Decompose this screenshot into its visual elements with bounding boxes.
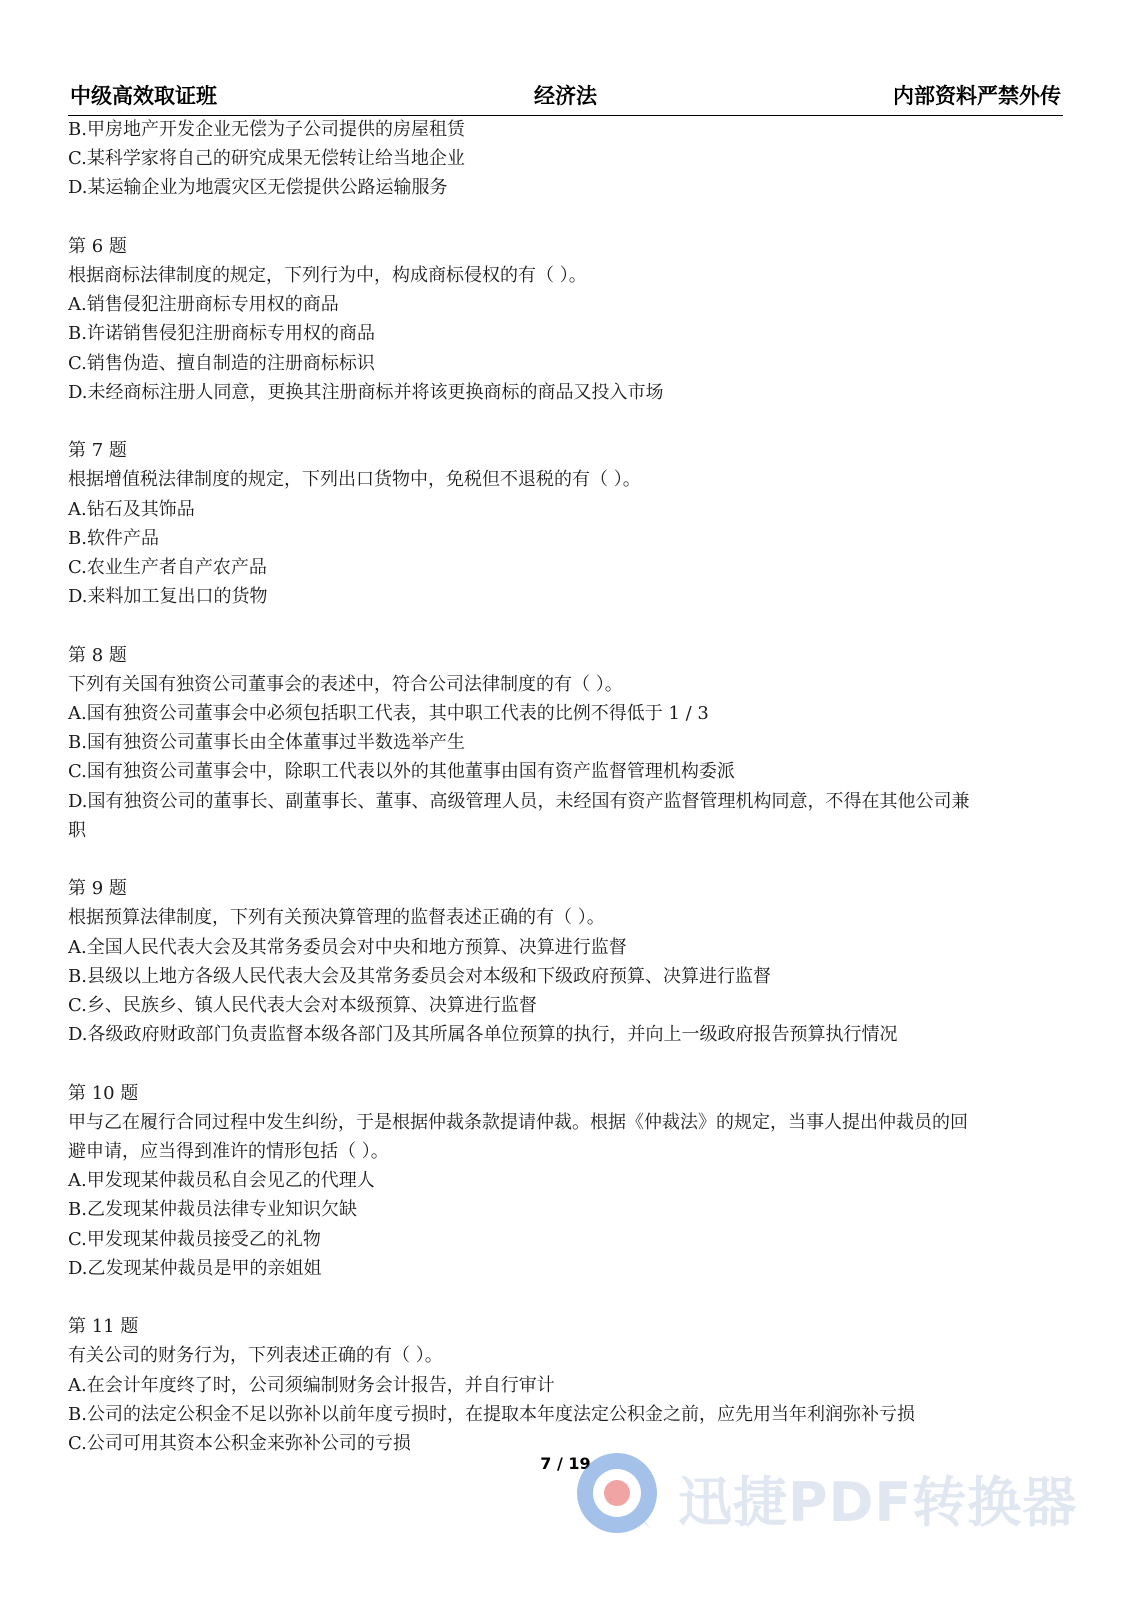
question-stem: 避申请，应当得到准许的情形包括（ ）。 bbox=[68, 1141, 389, 1163]
option-line: C.销售伪造、擅自制造的注册商标标识 bbox=[68, 352, 375, 374]
question-stem: 根据预算法律制度，下列有关预决算管理的监督表述正确的有（ ）。 bbox=[68, 907, 605, 929]
option-line: C.公司可用其资本公积金来弥补公司的亏损 bbox=[68, 1433, 411, 1455]
option-line: 职 bbox=[68, 819, 86, 841]
option-line: B.许诺销售侵犯注册商标专用权的商品 bbox=[68, 323, 375, 345]
watermark bbox=[574, 1446, 1094, 1546]
question-7 bbox=[68, 436, 1066, 611]
option-line: D.乙发现某仲裁员是甲的亲姐姐 bbox=[68, 1257, 322, 1279]
option-line: A.甲发现某仲裁员私自会见乙的代理人 bbox=[68, 1170, 375, 1192]
watermark-text: 迅捷PDF转换器 bbox=[678, 1471, 1078, 1534]
question-number: 第 11 题 bbox=[68, 1316, 139, 1338]
option-line: C.乡、民族乡、镇人民代表大会对本级预算、决算进行监督 bbox=[68, 995, 537, 1017]
option-line: C.甲发现某仲裁员接受乙的礼物 bbox=[68, 1228, 321, 1250]
header-subject: 经济法 bbox=[534, 84, 597, 108]
option-line: B.国有独资公司董事长由全体董事过半数选举产生 bbox=[68, 732, 465, 754]
option-line: C.国有独资公司董事会中，除职工代表以外的其他董事由国有资产监督管理机构委派 bbox=[68, 761, 735, 783]
question-9 bbox=[68, 874, 1066, 1049]
question-6 bbox=[68, 232, 1066, 407]
page-number: 7 / 19 bbox=[540, 1454, 591, 1473]
question-stem: 根据增值税法律制度的规定，下列出口货物中，免税但不退税的有（ ）。 bbox=[68, 469, 641, 491]
option-line: D.各级政府财政部门负责监督本级各部门及其所属各单位预算的执行，并向上一级政府报告预算执行情况 bbox=[68, 1024, 898, 1046]
option-line: B.甲房地产开发企业无偿为子公司提供的房屋租赁 bbox=[68, 119, 465, 140]
header-course-title: 中级高效取证班 bbox=[70, 84, 217, 108]
option-line: B.公司的法定公积金不足以弥补以前年度亏损时，在提取本年度法定公积金之前，应先用当年利润弥补亏损 bbox=[68, 1403, 915, 1425]
question-number: 第 8 题 bbox=[68, 644, 127, 666]
option-line: A.钻石及其饰品 bbox=[68, 498, 195, 520]
option-line: A.国有独资公司董事会中必须包括职工代表，其中职工代表的比例不得低于 1 / 3 bbox=[68, 703, 709, 725]
question-number: 第 6 题 bbox=[68, 235, 127, 257]
question-11 bbox=[68, 1312, 1066, 1458]
option-line: A.全国人民代表大会及其常务委员会对中央和地方预算、决算进行监督 bbox=[68, 936, 627, 958]
option-line: B.软件产品 bbox=[68, 527, 159, 549]
xunjie-logo-icon bbox=[574, 1450, 660, 1536]
question-stem: 有关公司的财务行为，下列表述正确的有（ ）。 bbox=[68, 1345, 443, 1367]
question-number: 第 9 题 bbox=[68, 878, 127, 900]
question-8 bbox=[68, 641, 1066, 845]
page-header bbox=[68, 80, 1063, 114]
option-line: B.县级以上地方各级人民代表大会及其常务委员会对本级和下级政府预算、决算进行监督 bbox=[68, 965, 771, 987]
option-line: C.农业生产者自产农产品 bbox=[68, 557, 267, 579]
option-line: C.某科学家将自己的研究成果无偿转让给当地企业 bbox=[68, 148, 465, 170]
page-content bbox=[68, 115, 1066, 1458]
option-line: A.在会计年度终了时，公司须编制财务会计报告，并自行审计 bbox=[68, 1374, 555, 1396]
option-line: D.未经商标注册人同意，更换其注册商标并将该更换商标的商品又投入市场 bbox=[68, 381, 664, 403]
option-line: A.销售侵犯注册商标专用权的商品 bbox=[68, 294, 339, 316]
header-confidential-note: 内部资料严禁外传 bbox=[893, 84, 1061, 108]
option-line: D.来料加工复出口的货物 bbox=[68, 586, 268, 608]
question-number: 第 7 题 bbox=[68, 440, 127, 462]
previous-question-continuation bbox=[68, 115, 1066, 203]
question-number: 第 10 题 bbox=[68, 1082, 139, 1104]
question-stem: 甲与乙在履行合同过程中发生纠纷，于是根据仲裁条款提请仲裁。根据《仲裁法》的规定，当事人提出仲裁员的回 bbox=[68, 1111, 968, 1133]
question-stem: 下列有关国有独资公司董事会的表述中，符合公司法律制度的有（ ）。 bbox=[68, 673, 623, 695]
option-line: D.国有独资公司的董事长、副董事长、董事、高级管理人员，未经国有资产监督管理机构同意，不得在其他公司兼 bbox=[68, 790, 970, 812]
question-stem: 根据商标法律制度的规定，下列行为中，构成商标侵权的有（ ）。 bbox=[68, 265, 587, 286]
option-line: B.乙发现某仲裁员法律专业知识欠缺 bbox=[68, 1199, 357, 1221]
option-line: D.某运输企业为地震灾区无偿提供公路运输服务 bbox=[68, 177, 448, 199]
question-10 bbox=[68, 1079, 1066, 1283]
